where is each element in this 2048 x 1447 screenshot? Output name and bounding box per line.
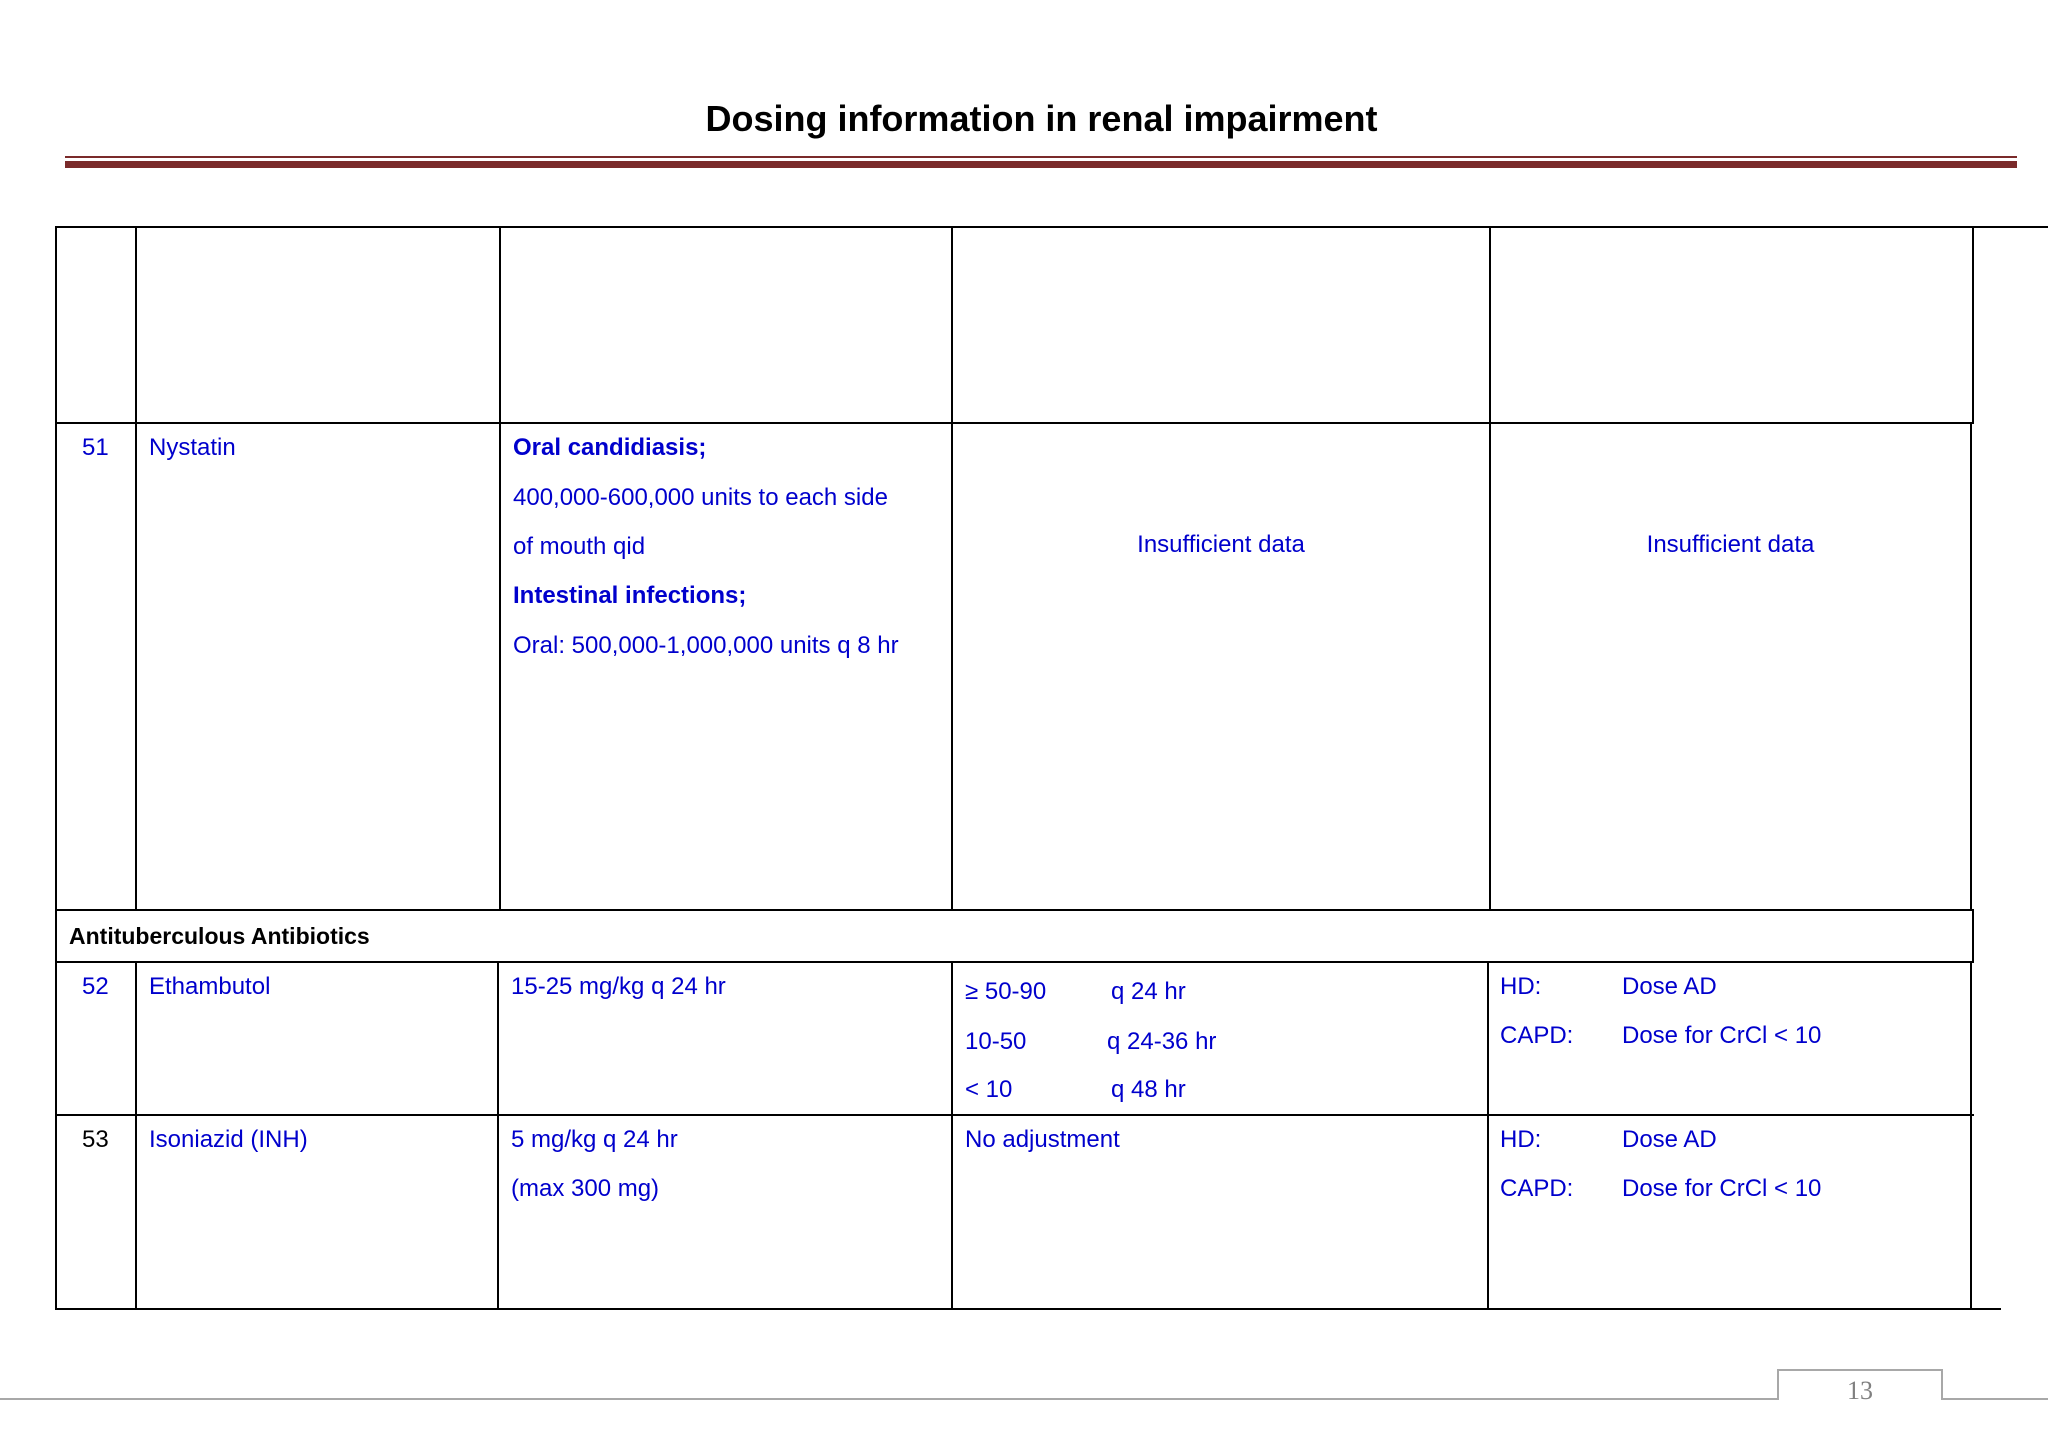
dose-text: 5 mg/kg q 24 hr bbox=[511, 1126, 678, 1153]
column-divider bbox=[951, 961, 953, 1309]
dialysis-mode: CAPD: bbox=[1500, 1175, 1574, 1202]
footer-rule bbox=[1941, 1398, 2048, 1400]
dialysis-adjustment: Insufficient data bbox=[1646, 531, 1815, 558]
column-divider bbox=[499, 226, 501, 910]
dose-text: (max 300 mg) bbox=[511, 1175, 660, 1202]
dose-text: 15-25 mg/kg q 24 hr bbox=[511, 973, 726, 1000]
table-border-bottom bbox=[55, 1308, 2001, 1310]
dose-text: 400,000-600,000 units to each side bbox=[513, 484, 888, 511]
row-divider bbox=[55, 961, 1974, 963]
column-divider bbox=[497, 961, 499, 1309]
column-divider bbox=[135, 226, 137, 910]
table-border-top bbox=[55, 226, 1974, 228]
dialysis-action: Dose AD bbox=[1622, 1126, 1717, 1153]
indication-heading: Intestinal infections; bbox=[513, 582, 747, 609]
dose-text: Oral: 500,000-1,000,000 units q 8 hr bbox=[513, 632, 899, 659]
renal-adjustment: No adjustment bbox=[965, 1126, 1120, 1153]
row-divider bbox=[55, 909, 1974, 911]
column-divider bbox=[951, 226, 953, 910]
dialysis-action: Dose AD bbox=[1622, 973, 1717, 1000]
dose-interval: q 48 hr bbox=[1111, 1076, 1186, 1103]
indication-heading: Oral candidiasis; bbox=[513, 434, 707, 461]
drug-name: Isoniazid (INH) bbox=[149, 1126, 308, 1153]
header-rule-thin bbox=[65, 156, 2017, 158]
column-divider bbox=[1487, 961, 1489, 1309]
page-title: Dosing information in renal impairment bbox=[705, 98, 1378, 139]
dialysis-mode: HD: bbox=[1500, 973, 1542, 1000]
row-number: 52 bbox=[82, 973, 109, 1000]
page-number: 13 bbox=[1847, 1376, 1873, 1405]
row-number: 53 bbox=[82, 1126, 109, 1153]
renal-adjustment: Insufficient data bbox=[1137, 531, 1305, 558]
table-border-right bbox=[1970, 961, 1972, 1309]
dialysis-action: Dose for CrCl < 10 bbox=[1622, 1175, 1822, 1202]
row-divider bbox=[55, 422, 1974, 424]
drug-name: Nystatin bbox=[149, 434, 236, 461]
footer-rule bbox=[0, 1398, 1778, 1400]
table-border-top-overflow bbox=[1974, 226, 2048, 228]
section-heading: Antituberculous Antibiotics bbox=[69, 923, 370, 949]
drug-name: Ethambutol bbox=[149, 973, 271, 1000]
crcl-range: ≥ 50-90 bbox=[965, 978, 1047, 1005]
dialysis-mode: CAPD: bbox=[1500, 1022, 1574, 1049]
page-tab-top bbox=[1778, 1369, 1943, 1371]
table-border-right bbox=[1972, 909, 1974, 962]
dialysis-action: Dose for CrCl < 10 bbox=[1622, 1022, 1822, 1049]
dialysis-mode: HD: bbox=[1500, 1126, 1542, 1153]
table-border-left bbox=[55, 226, 57, 1309]
crcl-range: < 10 bbox=[965, 1076, 1013, 1103]
header-rule-thick bbox=[65, 161, 2017, 168]
row-divider bbox=[55, 1114, 1974, 1116]
column-divider bbox=[135, 961, 137, 1309]
page-tab-side bbox=[1777, 1369, 1779, 1400]
table-border-right bbox=[1972, 226, 1974, 422]
row-number: 51 bbox=[82, 434, 109, 461]
table-border-right bbox=[1970, 422, 1972, 910]
dose-interval: q 24 hr bbox=[1111, 978, 1186, 1005]
page-tab-side bbox=[1941, 1369, 1943, 1400]
crcl-range: 10-50 bbox=[965, 1028, 1027, 1055]
dose-interval: q 24-36 hr bbox=[1107, 1028, 1217, 1055]
dose-text: of mouth qid bbox=[513, 533, 646, 560]
column-divider bbox=[1489, 226, 1491, 910]
